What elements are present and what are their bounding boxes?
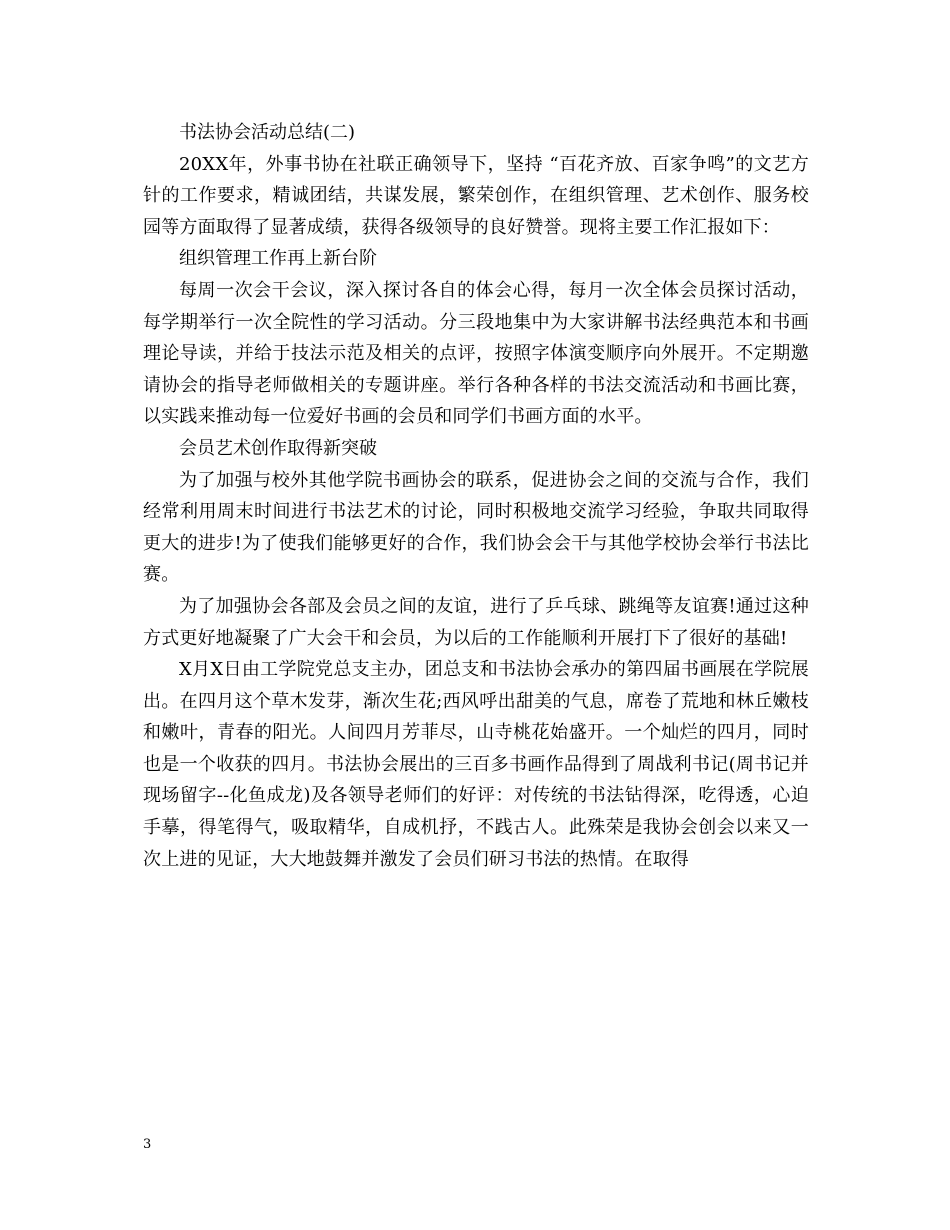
intro-paragraph: 20XX年，外事书协在社联正确领导下，坚持 “百花齐放、百家争鸣”的文艺方针的工作要求，精诚团结，共谋发展，繁荣创作，在组织管理、艺术创作、服务校园等方面取得了显著成绩，获得各级领导的良好赞誉。现将主要工作汇报如下：	[143, 153, 809, 238]
exhibition-paragraph: X月X日由工学院党总支主办，团总支和书法协会承办的第四届书画展在学院展出。在四月这个草木发芽，渐次生花;西风呼出甜美的气息，席卷了荒地和林丘嫩枝和嫩叶，青春的阳光。人间四月芳菲尽，山寺桃花始盛开。一个灿烂的四月，同时也是一个收获的四月。书法协会展出的三百多书画作品得到了周战利书记(周书记并现场留字--化鱼成龙)及各领导老师们的好评：对传统的书法钻得深，吃得透，心迫手摹，得笔得气，吸取精华，自成机抒，不践古人。此殊荣是我协会创会以来又一次上进的见证，大大地鼓舞并激发了会员们研习书法的热情。在取得	[143, 659, 809, 870]
section-heading-organization: 组织管理工作再上新台阶	[179, 248, 377, 270]
document-body	[143, 117, 809, 875]
organization-paragraph: 每周一次会干会议，深入探讨各自的体会心得，每月一次全体会员探讨活动，每学期举行一次全院性的学习活动。分三段地集中为大家讲解书法经典范本和书画理论导读，并给于技法示范及相关的点评，按照字体演变顺序向外展开。不定期邀请协会的指导老师做相关的专题讲座。举行各种各样的书法交流活动和书画比赛，以实践来推动每一位爱好书画的会员和同学们书画方面的水平。	[143, 279, 809, 428]
document-title: 书法协会活动总结(二)	[179, 122, 356, 143]
page-number: 3	[143, 1137, 152, 1152]
friendship-paragraph: 为了加强协会各部及会员之间的友谊，进行了乒乓球、跳绳等友谊赛!通过这种方式更好地凝聚了广大会干和会员，为以后的工作能顺利开展打下了很好的基础!	[143, 595, 809, 649]
section-heading-creation: 会员艺术创作取得新突破	[179, 437, 377, 459]
exchange-paragraph: 为了加强与校外其他学院书画协会的联系，促进协会之间的交流与合作，我们经常利用周末时间进行书法艺术的讨论，同时积极地交流学习经验，争取共同取得更大的进步!为了使我们能够更好的合作，我们协会会干与其他学校协会举行书法比赛。	[143, 469, 809, 586]
